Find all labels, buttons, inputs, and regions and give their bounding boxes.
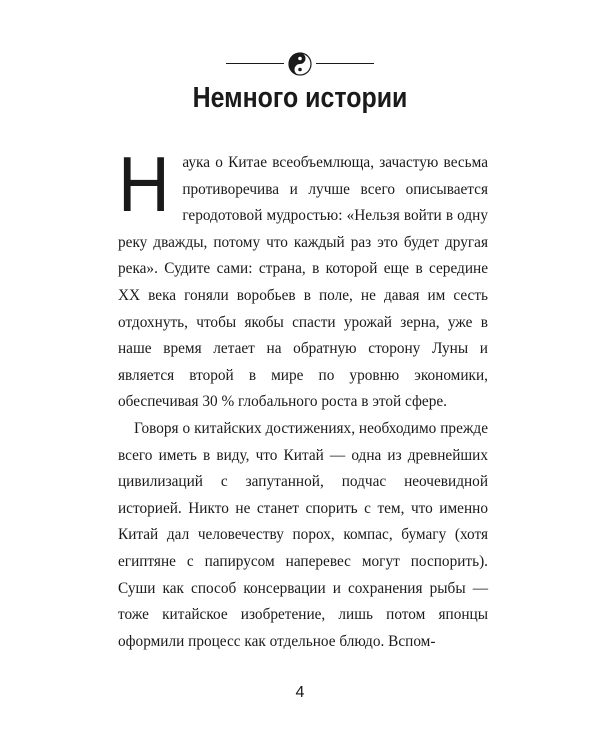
body-text [118,140,488,655]
ornament-rule-right [316,63,374,64]
chapter-ornament [226,52,374,76]
chapter-title: Немного истории [192,82,408,114]
ornament-rule-left [226,63,284,64]
page-number: 4 [295,684,305,701]
paragraph-2: Говоря о китайских достижениях, необходимо прежде всего иметь в виду, что Китай — одна из древнейших цивилизаций с запутанной, подчас неочевидной историей. Никто не станет спорить с тем, что именно Китай дал человечеству порох, компас, бумагу (хотя египтяне с папирусом наперевес могут поспорить). Суши как способ консервации и сохранения рыбы — тоже китайское изобретение, лишь потом японцы оформили процесс как отдельное блюдо. Вспом- [118,419,488,650]
drop-cap: Н [118,140,170,228]
paragraph-1 [118,140,488,416]
yin-yang-icon [288,52,312,76]
paragraph-1-text: аука о Китае всеобъемлюща, зачастую весьма противоречива и лучше всего описывается геродотовой мудростью: «Нельзя войти в одну реку дважды, потому что каждый раз это будет другая река». Судите сами: страна, в которой еще в середине XX века гоняли воробьев в поле, не давая им сесть отдохнуть, чтобы якобы спасти урожай зерна, уже в наше время летает на обратную сторону Луны и является второй в мире по уровню экономики, обеспечивая 30 % глобального роста в этой сфере. [118,154,488,411]
